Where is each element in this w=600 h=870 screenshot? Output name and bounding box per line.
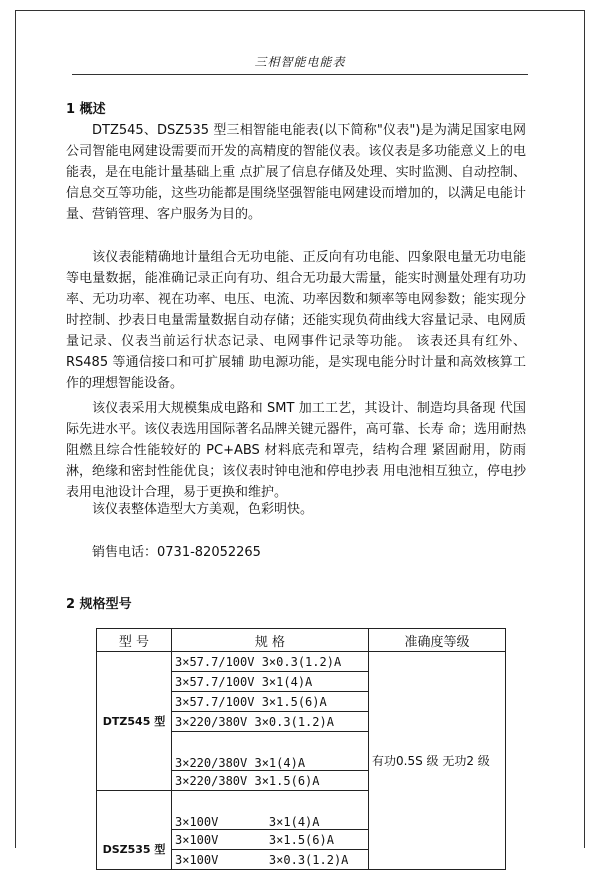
spec-cell: 3×100V 3×1.5(6)A (172, 830, 369, 850)
model-cell-dsz535: DSZ535 型 (97, 791, 172, 870)
overview-paragraph-4 (66, 499, 526, 520)
page-header-title: 三相智能电能表 (254, 55, 346, 69)
section-1-title: 1 概述 (66, 102, 106, 117)
spec-cell: 3×57.7/100V 3×1(4)A (172, 672, 369, 692)
spec-table (96, 628, 506, 870)
overview-paragraph-1-text: DTZ545、DSZ535 型三相智能电能表(以下简称"仪表")是为满足国家电网公司智能电网建设需要而开发的高精度的智能仪表。该仪表是多功能意义上的电能表，是在电能计量基础上重 点扩展了信息存储及处理、实时监测、自动控制、信息交互等功能，这些功能都是围绕坚强智能电网建设而增加的，以满足电能计量、营销管理、客户服务为目的。 (66, 123, 526, 222)
section-2-title: 2 规格型号 (66, 597, 132, 612)
spec-cell: 3×220/380V 3×1(4)A (172, 732, 369, 771)
overview-paragraph-3-text: 该仪表采用大规模集成电路和 SMT 加工工艺，其设计、制造均具备现 代国际先进水平。该仪表选用国际著名品牌关键元器件，高可靠、长寿 命；选用耐热阻燃且综合性能较好的 PC+ABS 材料底壳和罩壳，结构合理 紧固耐用，防雨淋，绝缘和密封性能优良；该仪表时钟电池和停电抄表 用电池相互独立，停电抄表用电池设计合理，易于更换和维护。 (66, 401, 526, 500)
sales-phone: 销售电话：0731-82052265 (92, 545, 261, 560)
spec-cell: 3×100V 3×1(4)A (172, 791, 369, 830)
spec-cell: 3×100V 3×0.3(1.2)A (172, 850, 369, 870)
overview-paragraph-2-text: 该仪表能精确地计量组合无功电能、正反向有功电能、四象限电量无功电能等电量数据，能准确记录正向有功、组合无功最大需量，能实时测量处理有功功率、无功功率、视在功率、电压、电流、功率因数和频率等电网参数；能实现分时控制、抄表日电量需量数据自动存储；还能实现负荷曲线大容量记录、电网质量记录、仪表当前运行状态记录、电网事件记录等功能。 该表还具有红外、RS485 等通信接口和可扩展辅 助电源功能，是实现电能分时计量和高效核算工作的理想智能设备。 (66, 250, 526, 391)
table-row (97, 652, 506, 672)
overview-paragraph-4-text: 该仪表整体造型大方美观，色彩明快。 (92, 502, 314, 517)
header-accuracy: 准确度等级 (369, 629, 506, 652)
header-model: 型 号 (97, 629, 172, 652)
overview-paragraph-1 (66, 120, 526, 225)
header-spec: 规 格 (172, 629, 369, 652)
spec-cell: 3×220/380V 3×0.3(1.2)A (172, 712, 369, 732)
overview-paragraph-3 (66, 398, 526, 503)
overview-paragraph-2 (66, 247, 526, 394)
spec-cell: 3×57.7/100V 3×1.5(6)A (172, 692, 369, 712)
spec-cell: 3×220/380V 3×1.5(6)A (172, 771, 369, 791)
spec-table-header-row (97, 629, 506, 652)
header-rule (72, 74, 528, 75)
accuracy-cell: 有功0.5S 级 无功2 级 (369, 652, 506, 870)
spec-cell: 3×57.7/100V 3×0.3(1.2)A (172, 652, 369, 672)
model-cell-dtz545: DTZ545 型 (97, 652, 172, 791)
